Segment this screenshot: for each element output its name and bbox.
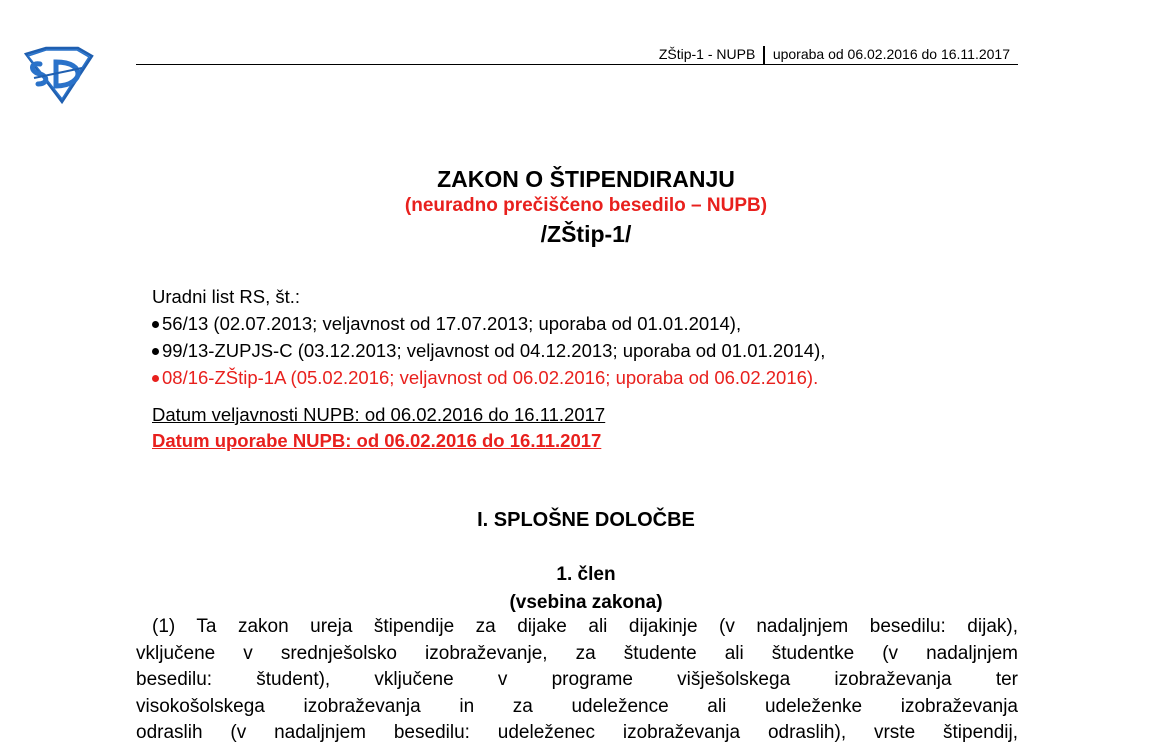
chapter-heading: I. SPLOŠNE DOLOČBE bbox=[477, 509, 695, 531]
gazette-item bbox=[152, 310, 1032, 337]
body-line: visokošolskega izobraževanja in za udeležence ali udeleženke izobraževanja bbox=[136, 695, 1018, 717]
body-line: (1) Ta zakon ureja štipendije za dijake ali dijakinje (v nadaljnjem besedilu: dijak), bbox=[152, 616, 1018, 637]
gazette-item bbox=[152, 364, 1032, 391]
document-title: ZAKON O ŠTIPENDIRANJU bbox=[437, 166, 735, 192]
validity-date: Datum veljavnosti NUPB: od 06.02.2016 do 16.11.2017 bbox=[152, 404, 606, 425]
body-line: odraslih (v nadaljnjem besedilu: udeleženec izobraževanja odraslih), vrste štipendij, bbox=[136, 722, 1018, 743]
nupb-dates bbox=[152, 402, 605, 454]
article-heading bbox=[136, 561, 1036, 617]
body-line: besedilu: študent), vključene v programe višješolskega izobraževanja ter bbox=[136, 669, 1018, 690]
usage-date: Datum uporabe NUPB: od 06.02.2016 do 16.11.2017 bbox=[152, 430, 602, 451]
page-header bbox=[136, 44, 1018, 65]
header-document-ref: ZŠtip-1 - NUPB bbox=[658, 46, 756, 62]
header-separator bbox=[763, 46, 765, 64]
article-number: 1. člen bbox=[556, 564, 616, 585]
official-gazette-list bbox=[152, 283, 1032, 391]
gazette-item-text: 99/13-ZUPJS-C (03.12.2013; veljavnost od 04.12.2013; uporaba od 01.01.2014), bbox=[162, 340, 826, 361]
gazette-item-text: 56/13 (02.07.2013; veljavnost od 17.07.2013; uporaba od 01.01.2014), bbox=[162, 313, 742, 334]
bullet-icon bbox=[152, 375, 159, 382]
shield-logo-icon bbox=[22, 44, 96, 106]
header-usage-period: uporaba od 06.02.2016 do 16.11.2017 bbox=[772, 46, 1010, 62]
bullet-icon bbox=[152, 348, 159, 355]
bullet-icon bbox=[152, 321, 159, 328]
gazette-label: Uradni list RS, št.: bbox=[152, 286, 301, 307]
article-title: (vsebina zakona) bbox=[509, 592, 663, 613]
document-subtitle: (neuradno prečiščeno besedilo – NUPB) bbox=[404, 195, 768, 216]
body-line: vključene v srednješolsko izobraževanje, za študente ali študentke (v nadaljnjem bbox=[136, 642, 1018, 664]
article-body bbox=[136, 614, 1018, 747]
document-short-name: /ZŠtip-1/ bbox=[540, 221, 632, 247]
gazette-item-text: 08/16-ZŠtip-1A (05.02.2016; veljavnost od 06.02.2016; uporaba od 06.02.2016). bbox=[162, 367, 819, 388]
gazette-item bbox=[152, 337, 1032, 364]
title-block bbox=[136, 164, 1036, 250]
